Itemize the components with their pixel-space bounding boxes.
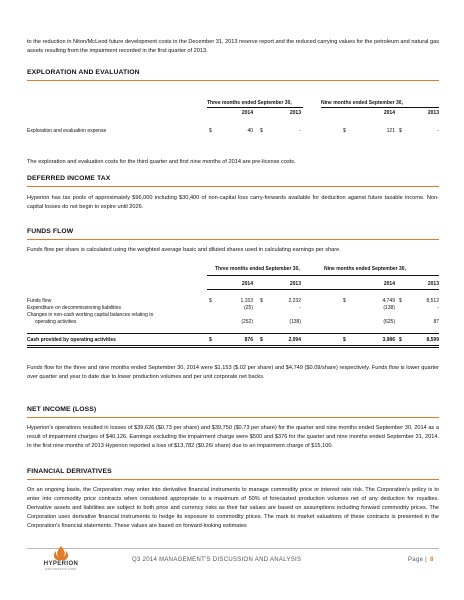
currency-symbol: $ xyxy=(343,298,346,304)
funds-flow-intro-paragraph: Funds flow per share is calculated using the weighted average basic and diluted shares used in calculating earnings per share. xyxy=(27,247,341,253)
currency-symbol: $ xyxy=(399,128,402,134)
heading-rule xyxy=(27,417,439,418)
table-group-header: Three months ended September 30, xyxy=(207,100,292,106)
footer-title: Q3 2014 MANAGEMENT'S DISCUSSION AND ANALYSIS xyxy=(132,557,302,563)
table-rule xyxy=(27,345,439,346)
company-logo xyxy=(30,544,92,572)
deferred-tax-paragraph: Hyperion has tax pools of approximately $96,000 including $30,400 of non-capital loss carry-forwards available for deduction against future taxable income. Non-capital losses do not begin to expire until 2026. xyxy=(27,195,439,210)
heading-rule xyxy=(27,80,439,81)
footer-page-label: Page | xyxy=(408,557,428,563)
table-cell: 4,749 xyxy=(382,298,395,304)
table-year: 2013 xyxy=(427,110,439,116)
table-cell: 1,153 xyxy=(240,298,253,304)
table-cell: - xyxy=(299,305,301,311)
currency-symbol: $ xyxy=(343,337,346,343)
table-row-label: Funds flow xyxy=(27,298,52,304)
table-cell: - xyxy=(437,305,439,311)
table-rule xyxy=(207,107,303,108)
table-cell: 2,232 xyxy=(288,298,301,304)
table-total-cell: 8,599 xyxy=(426,337,439,343)
heading-rule xyxy=(27,479,439,480)
exploration-paragraph: The exploration and evaluation costs for the third quarter and first nine months of 2014 are pre-license costs. xyxy=(27,159,296,165)
currency-symbol: $ xyxy=(209,298,212,304)
table-total-cell: 2,094 xyxy=(288,337,301,343)
currency-symbol: $ xyxy=(399,337,402,343)
derivatives-paragraph: On an ongoing basis, the Corporation may enter into derivative financial instruments to manage commodity price or interest rate risk. The Corporation's policy is to enter into commodity price contracts when considered appropriate to a maximum of 50% of forecasted production volumes net of any deduction for royalties. Derivative assets and liabilities are subject to both price and currency risks as their fair values are based on assumptions including forward commodity prices. The Corporation uses derivative financial instruments to hedge its exposure to commodity prices. The mark to market valuations of these contracts is presented in the Corporation's financial statements. These values are based on forward-looking estimates xyxy=(27,487,439,529)
table-year: 2014 xyxy=(241,281,253,287)
table-year: 2013 xyxy=(289,281,301,287)
section-heading-exploration: EXPLORATION AND EVALUATION xyxy=(27,69,140,76)
table-row-label: Exploration and evaluation expense xyxy=(27,128,107,134)
section-heading-derivatives: FINANCIAL DERIVATIVES xyxy=(27,468,112,475)
table-cell: 121 xyxy=(386,128,395,134)
table-year: 2013 xyxy=(289,110,301,116)
intro-paragraph: to the reduction in Niton/McLeod future development costs in the December 31, 2013 reserve report and the reduced carrying values for the petroleum and natural gas assets resulting from the impairment recorded in the first quarter of 2013. xyxy=(27,39,440,54)
table-row-label: Expenditure on decommissioning liabilities xyxy=(27,305,121,311)
table-rule xyxy=(207,275,439,276)
currency-symbol: $ xyxy=(343,128,346,134)
table-row-label-cont: operating activities xyxy=(35,319,77,325)
table-year: 2013 xyxy=(427,281,439,287)
footer-page-number: 8 xyxy=(430,557,434,563)
table-group-header: Three months ended September 30, xyxy=(215,266,300,272)
table-cell: - xyxy=(437,128,439,134)
currency-symbol: $ xyxy=(209,128,212,134)
currency-symbol: $ xyxy=(260,298,263,304)
currency-symbol: $ xyxy=(260,337,263,343)
table-cell: (25) xyxy=(244,305,253,311)
heading-rule xyxy=(27,186,439,187)
table-rule xyxy=(27,347,439,348)
table-total-label: Cash provided by operating activities xyxy=(27,337,116,343)
currency-symbol: $ xyxy=(260,128,263,134)
section-heading-deferred-tax: DEFERRED INCOME TAX xyxy=(27,175,111,182)
logo-wordmark: HYPERION xyxy=(43,561,79,567)
funds-flow-table xyxy=(27,266,439,350)
net-income-paragraph: Hyperion's operations resulted in losses of $39,626 ($0.73 per share) and $39,750 ($0.73 per share) for the quarter and nine months ended September 30, 2014 as a result of impairment charges of $40,126. Earnings excluding the impairment charge were $500 and $376 for the quarter and nine months ended September 31, 2014. In the first nine months of 2013 Hyperion reported a loss of $13,782 ($0.26/ share) due to an impairment charge of $15,100. xyxy=(27,425,439,449)
logo-subtext: EXPLORATION CORP xyxy=(45,568,77,571)
table-group-header: Nine months ended September 30, xyxy=(321,100,403,106)
table-rule xyxy=(27,333,439,334)
table-cell: (625) xyxy=(383,319,395,325)
table-cell: (138) xyxy=(383,305,395,311)
table-cell: 87 xyxy=(433,319,439,325)
table-year: 2014 xyxy=(241,110,253,116)
table-total-cell: 3,986 xyxy=(382,337,395,343)
table-year: 2014 xyxy=(383,110,395,116)
table-cell: (138) xyxy=(289,319,301,325)
section-heading-net-income: NET INCOME (LOSS) xyxy=(27,406,97,413)
table-cell: 40 xyxy=(247,128,253,134)
table-year: 2014 xyxy=(383,281,395,287)
table-cell: - xyxy=(299,128,301,134)
section-heading-funds-flow: FUNDS FLOW xyxy=(27,228,74,235)
heading-rule xyxy=(27,239,439,240)
currency-symbol: $ xyxy=(399,298,402,304)
table-cell: (252) xyxy=(241,319,253,325)
currency-symbol: $ xyxy=(209,337,212,343)
funds-flow-paragraph: Funds flow for the three and nine months ended September 30, 2014 were $1,153 ($.02 per share) and $4,749 ($0.09/share) respectively. Funds flow is lower quarter over quarter and year to date due to lower production volumes and per unit corporate net backs. xyxy=(27,365,439,380)
exploration-table xyxy=(27,100,439,140)
table-row-label: Changes in non-cash working capital balances relating to xyxy=(27,312,154,318)
table-group-header: Nine months ended September 30, xyxy=(324,266,406,272)
table-rule xyxy=(321,107,439,108)
table-rule xyxy=(207,289,439,290)
table-cell: 8,512 xyxy=(426,298,439,304)
table-total-cell: 876 xyxy=(244,337,253,343)
